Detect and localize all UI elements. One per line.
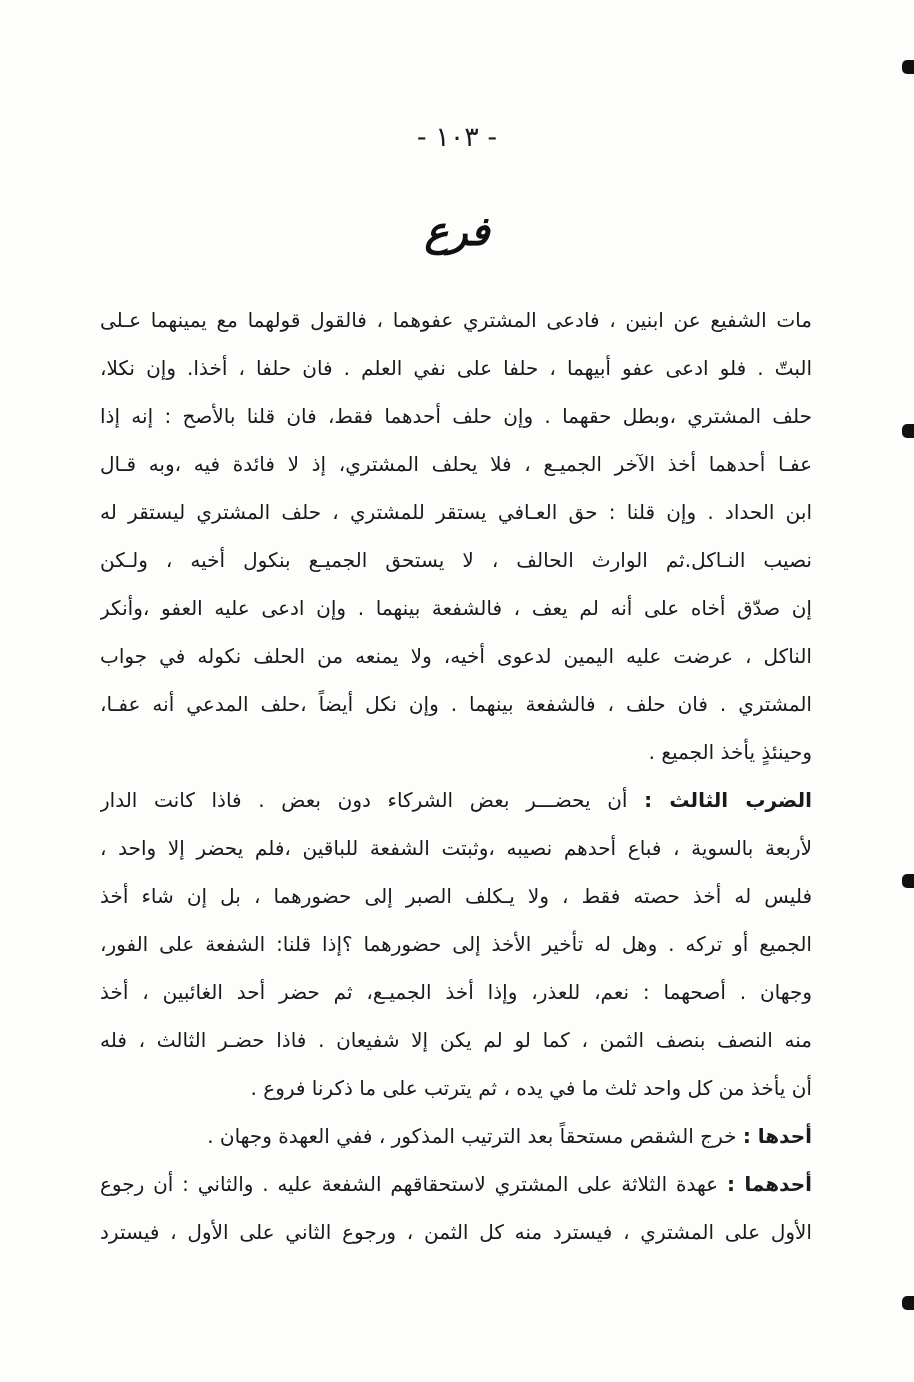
text-line	[100, 680, 812, 728]
text-line	[100, 824, 812, 872]
line-text: أن يأخذ من كل واحد ثلث ما في يده ، ثم يترتب على ما ذكرنا فروع .	[250, 1076, 812, 1100]
line-text: الجميع أو تركه . وهل له تأخير الأخذ إلى حضورهما ؟إذا قلنا: الشفعة على الفور،	[100, 932, 812, 956]
text-line	[100, 296, 812, 344]
text-line	[100, 1112, 812, 1160]
section-heading: فرع	[424, 208, 490, 255]
line-text: المشتري . فان حلف ، فالشفعة بينهما . وإن نكل أيضاً ،حلف المدعي أنه عفـا،	[100, 692, 812, 716]
line-text: لأربعة بالسوية ، فباع أحدهم نصيبه ،وثبتت الشفعة للباقين ،فلم يحضر إلا واحد ،	[100, 836, 812, 860]
line-text: عهدة الثلاثة على المشتري لاستحقاقهم الشفعة عليه . والثاني : أن رجوع	[100, 1172, 727, 1196]
page-number: - ١٠٣ -	[416, 122, 498, 153]
text-line	[100, 440, 812, 488]
bold-lead-in: أحدها :	[742, 1124, 812, 1148]
text-line	[100, 776, 812, 824]
line-text: الأول على المشتري ، فيسترد منه كل الثمن ، ورجوع الثاني على الأول ، فيسترد	[100, 1220, 812, 1244]
text-line	[100, 344, 812, 392]
text-line	[100, 488, 812, 536]
bold-lead-in: الضرب الثالث :	[644, 788, 812, 812]
text-line	[100, 1016, 812, 1064]
text-line	[100, 1160, 812, 1208]
line-text: وجهان . أصحهما : نعم، للعذر، وإذا أخذ الجميـع، ثم حضر أحد الغائبين ، أخذ	[100, 980, 812, 1004]
text-line	[100, 536, 812, 584]
line-text: إن صدّق أخاه على أنه لم يعف ، فالشفعة بينهما . وإن ادعى عليه العفو ،وأنكر	[100, 596, 812, 620]
line-text: أن يحضـــر بعض الشركاء دون بعض . فاذا كانت الدار	[100, 788, 645, 812]
line-text: خرج الشقص مستحقاً بعد الترتيب المذكور ، ففي العهدة وجهان .	[207, 1124, 743, 1148]
text-line	[100, 392, 812, 440]
line-text: الناكل ، عرضت عليه اليمين لدعوى أخيه، ولا يمنعه من الحلف نكوله في جواب	[100, 644, 812, 668]
line-text: مات الشفيع عن ابنين ، فادعى المشتري عفوهما ، فالقول قولهما مع يمينهما عـلى	[100, 308, 812, 332]
page-edge-mark	[902, 60, 914, 74]
text-line	[100, 920, 812, 968]
line-text: حلف المشتري ،وبطل حقهما . وإن حلف أحدهما فقط، فان قلنا بالأصح : إنه إذا	[100, 404, 812, 428]
page-edge-mark	[902, 424, 914, 438]
line-text: وحينئذٍ يأخذ الجميع .	[648, 740, 812, 764]
text-line	[100, 1208, 812, 1256]
page-edge-mark	[902, 874, 914, 888]
bold-lead-in: أحدهما :	[726, 1172, 812, 1196]
text-line	[100, 872, 812, 920]
line-text: ابن الحداد . وإن قلنا : حق العـافي يستقر للمشتري ، حلف المشتري ليستقر له	[100, 500, 812, 524]
line-text: عفـا أحدهما أخذ الآخر الجميـع ، فلا يحلف المشتري، إذ لا فائدة فيه ،وبه قـال	[100, 452, 812, 476]
body-text	[100, 296, 812, 1256]
line-text: نصيب النـاكل.ثم الوارث الحالف ، لا يستحق الجميـع بنكول أخيه ، ولـكن	[100, 548, 812, 572]
text-line	[100, 968, 812, 1016]
text-line	[100, 632, 812, 680]
line-text: فليس له أخذ حصته فقط ، ولا يـكلف الصبر إلى حضورهما ، بل إن شاء أخذ	[100, 884, 812, 908]
text-line	[100, 1064, 812, 1112]
text-line	[100, 728, 812, 776]
line-text: منه النصف بنصف الثمن ، كما لو لم يكن إلا شفيعان . فاذا حضـر الثالث ، فله	[100, 1028, 812, 1052]
text-line	[100, 584, 812, 632]
page-edge-mark	[902, 1296, 914, 1310]
line-text: البتّ . فلو ادعى عفو أبيهما ، حلفا على نفي العلم . فان حلفا ، أخذا. وإن نكلا،	[100, 356, 812, 380]
